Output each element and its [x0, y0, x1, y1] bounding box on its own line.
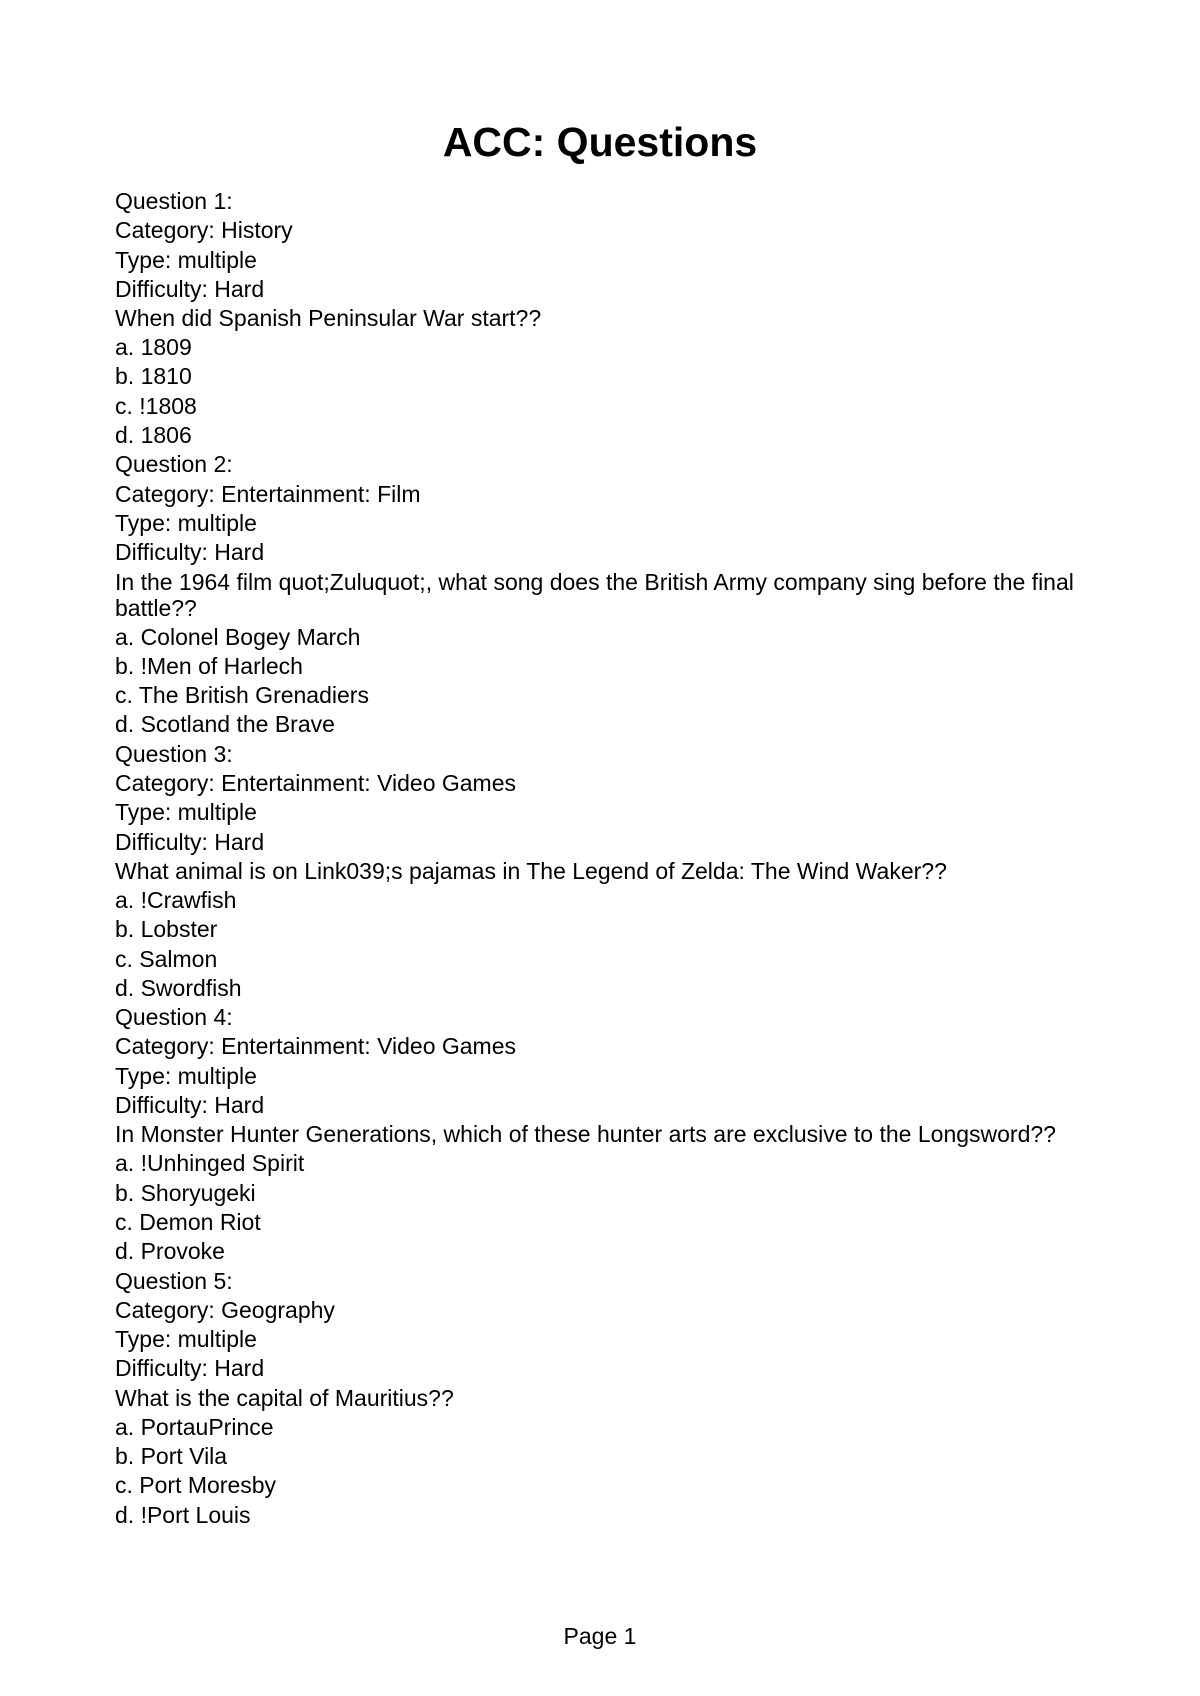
answer-options	[115, 1413, 1095, 1530]
question-text: What animal is on Link039;s pajamas in The Legend of Zelda: The Wind Waker??	[115, 857, 947, 884]
answer-option: a. Colonel Bogey March	[115, 623, 361, 650]
answer-option: a. 1809	[115, 334, 192, 361]
answer-option: c. Salmon	[115, 945, 218, 972]
question-type: Type: multiple	[115, 509, 257, 536]
answer-option: d. 1806	[115, 422, 192, 449]
question-category: Category: Entertainment: Video Games	[115, 1033, 517, 1060]
answer-option: d. !Port Louis	[115, 1501, 251, 1528]
page-title: ACC: Questions	[442, 119, 758, 165]
answer-option: c. Demon Riot	[115, 1208, 261, 1235]
answer-option: c. The British Grenadiers	[115, 682, 369, 709]
question-category: Category: History	[115, 217, 293, 244]
answer-option: b. Shoryugeki	[115, 1179, 256, 1206]
question-2	[115, 450, 1095, 739]
question-header: Question 3:	[115, 740, 233, 767]
question-category: Category: Entertainment: Video Games	[115, 770, 517, 797]
question-difficulty: Difficulty: Hard	[115, 828, 265, 855]
answer-options	[115, 886, 1095, 1003]
answer-option: c. !1808	[115, 392, 197, 419]
answer-option: c. Port Moresby	[115, 1472, 277, 1499]
question-type: Type: multiple	[115, 1326, 257, 1353]
question-header: Question 2:	[115, 451, 233, 478]
question-difficulty: Difficulty: Hard	[115, 275, 265, 302]
question-difficulty: Difficulty: Hard	[115, 1092, 265, 1119]
question-text: In Monster Hunter Generations, which of these hunter arts are exclusive to the Longsword??	[115, 1121, 1056, 1148]
answer-option: a. PortauPrince	[115, 1413, 274, 1440]
answer-option: b. 1810	[115, 363, 192, 390]
page-number: Page 1	[563, 1623, 637, 1649]
question-text: What is the capital of Mauritius??	[115, 1384, 454, 1411]
question-3	[115, 740, 1095, 1003]
answer-option: b. Lobster	[115, 916, 218, 943]
question-header: Question 4:	[115, 1004, 233, 1031]
answer-option: a. !Crawfish	[115, 886, 237, 913]
answer-options	[115, 623, 1095, 740]
question-4	[115, 1003, 1095, 1266]
question-category: Category: Geography	[115, 1296, 335, 1323]
question-type: Type: multiple	[115, 246, 257, 273]
question-difficulty: Difficulty: Hard	[115, 1355, 265, 1382]
answer-option: b. !Men of Harlech	[115, 652, 303, 679]
question-type: Type: multiple	[115, 1062, 257, 1089]
answer-options	[115, 1149, 1095, 1266]
question-type: Type: multiple	[115, 799, 257, 826]
answer-options	[115, 333, 1095, 450]
question-difficulty: Difficulty: Hard	[115, 539, 265, 566]
question-list	[115, 187, 1095, 1530]
question-header: Question 5:	[115, 1267, 233, 1294]
question-text: In the 1964 film quot;Zuluquot;, what song does the British Army company sing before the final battle??	[115, 568, 1074, 621]
answer-option: d. Scotland the Brave	[115, 711, 335, 738]
answer-option: b. Port Vila	[115, 1442, 228, 1469]
answer-option: a. !Unhinged Spirit	[115, 1150, 305, 1177]
question-1	[115, 187, 1095, 450]
question-5	[115, 1267, 1095, 1530]
answer-option: d. Provoke	[115, 1238, 225, 1265]
answer-option: d. Swordfish	[115, 974, 242, 1001]
question-category: Category: Entertainment: Film	[115, 480, 421, 507]
question-text: When did Spanish Peninsular War start??	[115, 305, 542, 332]
question-header: Question 1:	[115, 188, 233, 214]
